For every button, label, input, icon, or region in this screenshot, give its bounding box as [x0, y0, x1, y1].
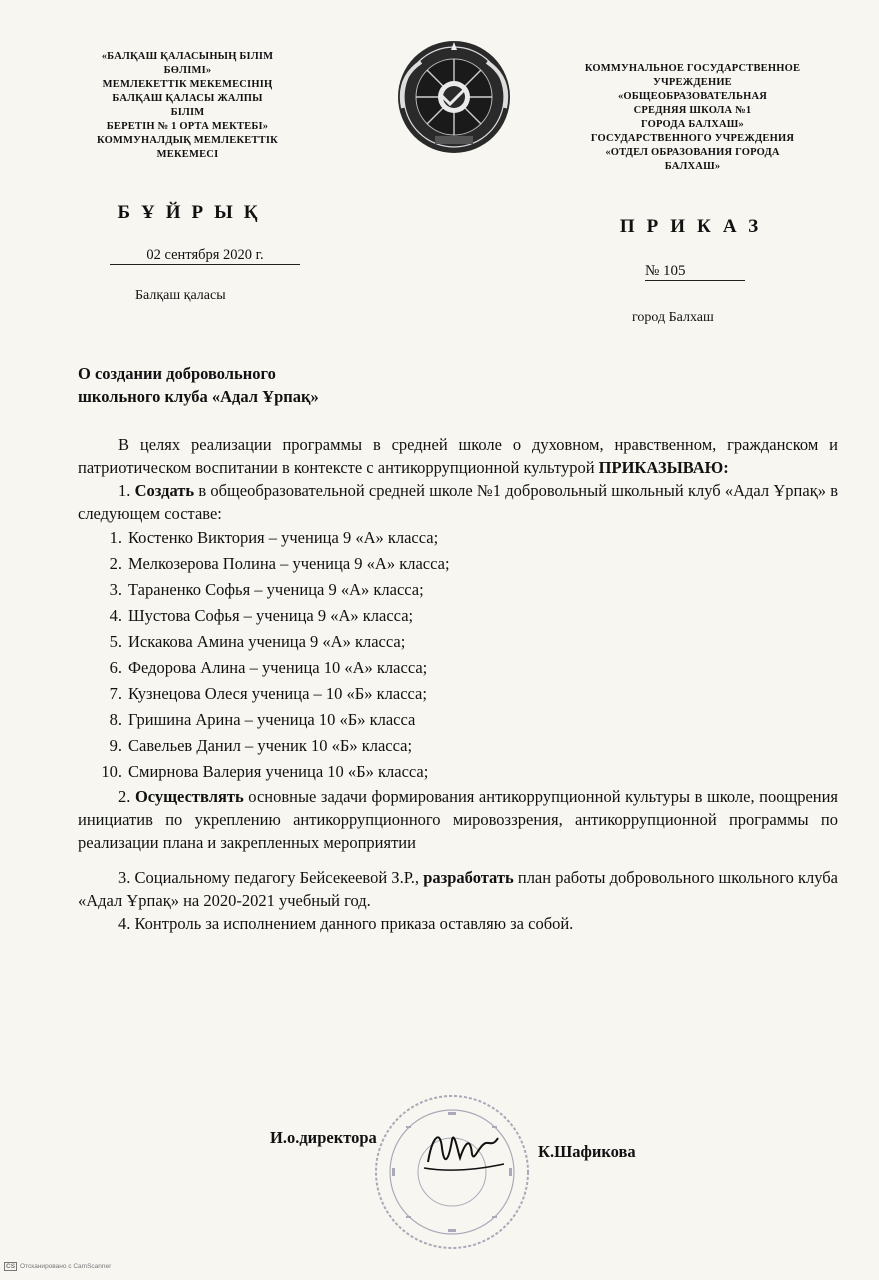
intro-text: В целях реализации программы в средней школе о духовном, нравственном, гражданском и патриотическом воспитании в контексте с антикоррупционной культурой	[78, 435, 838, 477]
list-item	[78, 681, 838, 707]
city-kazakh: Балқаш қаласы	[135, 288, 226, 303]
list-item-text: Мелкозерова Полина – ученица 9 «А» класса;	[128, 554, 450, 573]
list-item-number: 3.	[109, 580, 122, 599]
header-left-line: МЕКЕМЕСІ	[156, 149, 219, 160]
members-list	[78, 525, 838, 785]
item-3	[78, 866, 838, 912]
city-russian: город Балхаш	[632, 310, 714, 325]
title-kazakh: БҰЙРЫҚ	[117, 202, 269, 223]
list-item-text: Шустова Софья – ученица 9 «А» класса;	[128, 606, 414, 625]
list-item	[78, 603, 838, 629]
item-verb: Создать	[134, 481, 195, 500]
list-item	[78, 759, 838, 785]
order-subject	[78, 362, 408, 408]
item-text: в общеобразовательной средней школе №1 добровольный школьный клуб «Адал Ұрпақ» в следующем составе:	[78, 481, 839, 523]
item-2	[78, 785, 838, 854]
header-right-line: КОММУНАЛЬНОЕ ГОСУДАРСТВЕННОЕ	[584, 63, 801, 74]
list-item-text: Кузнецова Олеся ученица – 10 «Б» класса;	[128, 684, 427, 703]
header-left	[75, 50, 300, 162]
scanner-badge: CS	[6, 1263, 16, 1270]
intro-paragraph	[78, 433, 838, 479]
header-left-line: БІЛІМ	[170, 107, 205, 118]
list-item-number: 6.	[109, 658, 122, 677]
header-right-line: ГОСУДАРСТВЕННОГО УЧРЕЖДЕНИЯ	[590, 133, 795, 144]
title-russian: ПРИКАЗ	[619, 216, 771, 237]
header-right-line: «ОТДЕЛ ОБРАЗОВАНИЯ ГОРОДА	[605, 147, 780, 158]
header-right-line: ГОРОДА БАЛХАШ»	[641, 119, 744, 130]
list-item-text: Тараненко Софья – ученица 9 «А» класса;	[128, 580, 424, 599]
list-item	[78, 733, 838, 759]
list-item-number: 1.	[109, 528, 122, 547]
signatory-name: К.Шафикова	[538, 1142, 636, 1161]
subject-line: О создании добровольного	[78, 364, 276, 383]
list-item	[78, 655, 838, 681]
handwritten-signature	[418, 1118, 508, 1178]
scanner-text: Отсканировано с CamScanner	[20, 1263, 112, 1270]
list-item-number: 5.	[109, 632, 122, 651]
signatory-role: И.о.директора	[270, 1128, 377, 1147]
header-right	[565, 62, 820, 174]
state-emblem-icon	[395, 38, 513, 156]
list-item-text: Федорова Алина – ученица 10 «А» класса;	[128, 658, 428, 677]
item-number: 1.	[118, 481, 131, 500]
list-item-number: 2.	[109, 554, 122, 573]
header-left-line: «БАЛҚАШ ҚАЛАСЫНЫҢ БІЛІМ	[101, 51, 274, 62]
header-left-line: КОММУНАЛДЫҚ МЕМЛЕКЕТТІК	[97, 135, 278, 146]
header-left-line: МЕМЛЕКЕТТІК МЕКЕМЕСІНІҢ	[102, 79, 273, 90]
item-number: 3.	[118, 868, 131, 887]
list-item-number: 7.	[109, 684, 122, 703]
header-right-line: УЧРЕЖДЕНИЕ	[653, 77, 732, 88]
header-right-line: «ОБЩЕОБРАЗОВАТЕЛЬНАЯ	[617, 91, 768, 102]
header-left-line: БӨЛІМІ»	[163, 65, 212, 76]
item-number: 2.	[118, 787, 131, 806]
order-date: 02 сентября 2020 г.	[110, 246, 300, 265]
item-text: основные задачи формирования антикоррупционной культуры в школе, поощрения инициатив по укреплению антикоррупционного мировоззрения, антикоррупционной программы по реализации плана и закрепленных мероприятии	[78, 787, 839, 852]
subject-line: школьного клуба «Адал Ұрпақ»	[78, 387, 319, 406]
header-left-line: БАЛҚАШ ҚАЛАСЫ ЖАЛПЫ	[112, 93, 263, 104]
list-item-text: Смирнова Валерия ученица 10 «Б» класса;	[128, 762, 429, 781]
scanner-watermark	[4, 1262, 111, 1271]
intro-emphasis: ПРИКАЗЫВАЮ:	[598, 458, 729, 477]
list-item-number: 4.	[109, 606, 122, 625]
list-item-number: 10.	[101, 762, 122, 781]
item-verb: Осуществлять	[134, 787, 244, 806]
item-verb: разработать	[423, 868, 514, 887]
item-1	[78, 479, 838, 525]
list-item-text: Савельев Данил – ученик 10 «Б» класса;	[128, 736, 413, 755]
list-item	[78, 525, 838, 551]
item-4	[78, 912, 838, 935]
list-item	[78, 551, 838, 577]
item-text-after: план работы добровольного школьного клуба «Адал Ұрпақ» на 2020-2021 учебный год.	[78, 868, 838, 910]
item-text: Контроль за исполнением данного приказа оставляю за собой.	[134, 914, 574, 933]
header-left-line: БЕРЕТІН № 1 ОРТА МЕКТЕБІ»	[106, 121, 269, 132]
order-number: № 105	[645, 262, 745, 281]
list-item	[78, 629, 838, 655]
list-item-text: Искакова Амина ученица 9 «А» класса;	[128, 632, 406, 651]
order-body	[78, 433, 838, 935]
list-item-text: Костенко Виктория – ученица 9 «А» класса;	[128, 528, 439, 547]
list-item-text: Гришина Арина – ученица 10 «Б» класса	[128, 710, 416, 729]
header-right-line: СРЕДНЯЯ ШКОЛА №1	[633, 105, 752, 116]
item-text-before: Социальному педагогу Бейсекеевой З.Р.,	[134, 868, 420, 887]
list-item-number: 9.	[109, 736, 122, 755]
list-item-number: 8.	[109, 710, 122, 729]
header-right-line: БАЛХАШ»	[664, 161, 721, 172]
item-number: 4.	[118, 914, 131, 933]
list-item	[78, 707, 838, 733]
list-item	[78, 577, 838, 603]
